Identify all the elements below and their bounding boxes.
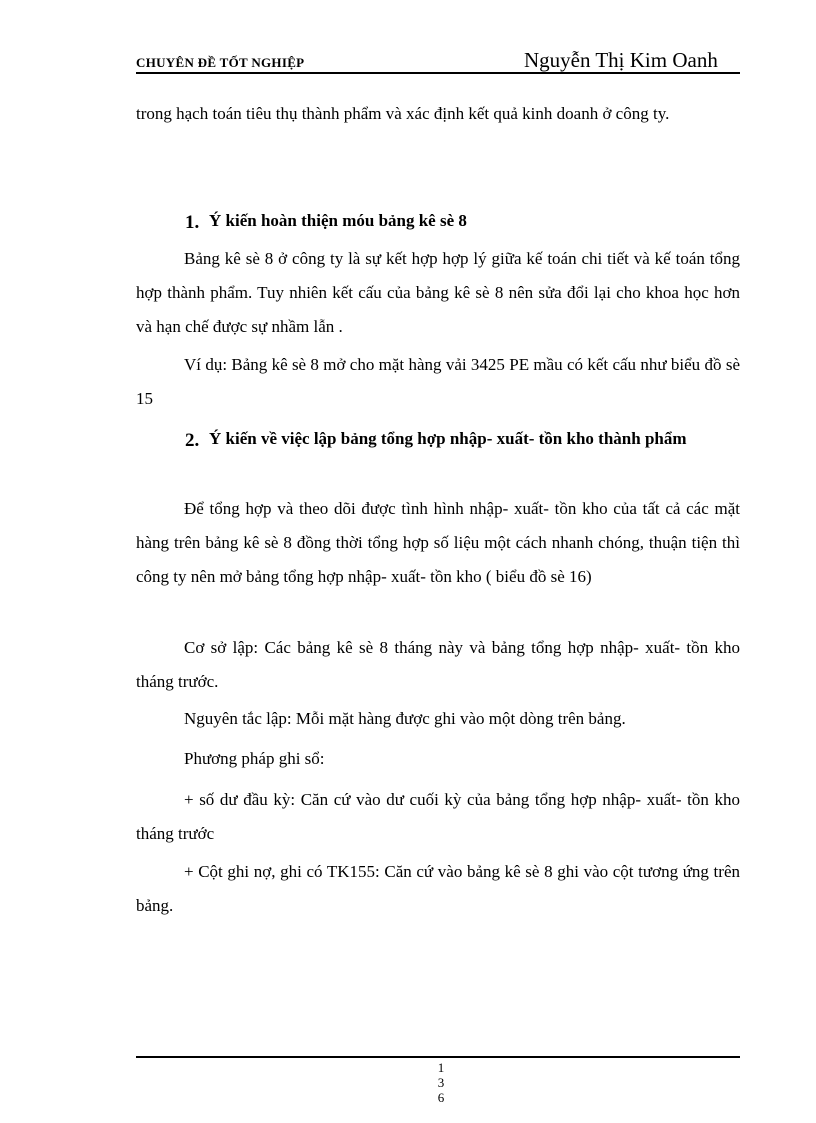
paragraph-1: Bảng kê sè 8 ở công ty là sự kết hợp hợp lý giữa kế toán chi tiết và kế toán tổng hợp thành phẩm. Tuy nhiên kết cấu của bảng kê sè 8 nên sửa đổi lại cho khoa học hơn và hạn chế được sự nhầm lẫn . bbox=[136, 249, 740, 336]
paragraph-intro: trong hạch toán tiêu thụ thành phẩm và xác định kết quả kinh doanh ở công ty. bbox=[136, 104, 670, 123]
paragraph-3: Để tổng hợp và theo dõi được tình hình nhập- xuất- tồn kho của tất cả các mặt hàng trên bảng kê sè 8 đồng thời tổng hợp số liệu một cách nhanh chóng, thuận tiện thì công ty nên mở bảng tổng hợp nhập- xuất- tồn kho ( biểu đồ sè 16) bbox=[136, 499, 740, 586]
section-number-2: 2. bbox=[185, 430, 200, 451]
paragraph-7: + số dư đầu kỳ: Căn cứ vào dư cuối kỳ của bảng tổng hợp nhập- xuất- tồn kho tháng trước bbox=[136, 790, 740, 843]
section-heading-2 bbox=[185, 423, 740, 454]
header-divider bbox=[136, 72, 740, 74]
paragraph-8: + Cột ghi nợ, ghi có TK155: Căn cứ vào bảng kê sè 8 ghi vào cột tương ứng trên bảng. bbox=[136, 862, 740, 915]
page-number bbox=[433, 1060, 449, 1105]
page-number-digit: 1 bbox=[437, 1060, 445, 1075]
paragraph-6: Phương pháp ghi sổ: bbox=[184, 749, 325, 768]
section-title-1: Ý kiến hoàn thiện móu bảng kê sè 8 bbox=[209, 211, 467, 230]
section-title-2: Ý kiến về việc lập bảng tổng hợp nhập- xuất- tồn kho thành phẩm bbox=[209, 429, 687, 448]
author-name: Nguyễn Thị Kim Oanh bbox=[524, 48, 718, 72]
footer-divider bbox=[136, 1056, 740, 1058]
document-title: CHUYÊN ĐỀ TỐT NGHIỆP bbox=[136, 55, 305, 70]
paragraph-4: Cơ sở lập: Các bảng kê sè 8 tháng này và bảng tổng hợp nhập- xuất- tồn kho tháng trước. bbox=[136, 638, 740, 691]
section-number-1: 1. bbox=[185, 212, 200, 233]
paragraph-5: Nguyên tắc lập: Mỗi mặt hàng được ghi vào một dòng trên bảng. bbox=[184, 709, 626, 728]
paragraph-2: Ví dụ: Bảng kê sè 8 mở cho mặt hàng vải 3425 PE mầu có kết cấu như biểu đồ sè 15 bbox=[136, 355, 740, 408]
page-number-digit: 6 bbox=[437, 1090, 445, 1105]
page-number-digit: 3 bbox=[437, 1075, 445, 1090]
section-heading-1 bbox=[185, 205, 740, 236]
